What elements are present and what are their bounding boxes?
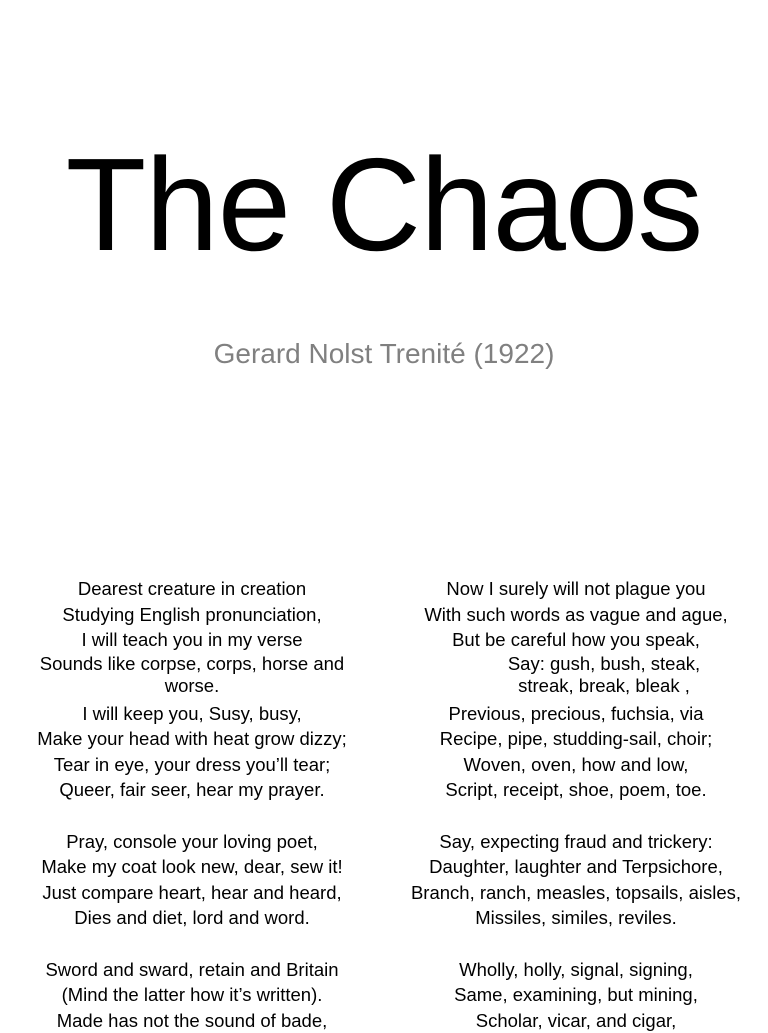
poem-line: Make your head with heat grow dizzy; <box>0 726 384 752</box>
poem-line: I will keep you, Susy, busy, <box>0 701 384 727</box>
poem-line: Script, receipt, shoe, poem, toe. <box>390 777 762 803</box>
poem-line: Daughter, laughter and Terpsichore, <box>390 854 762 880</box>
poem-line: Same, examining, but mining, <box>390 982 762 1008</box>
poem-left-column <box>0 576 384 1033</box>
stanza-gap <box>0 803 384 829</box>
poem-line: Previous, precious, fuchsia, via <box>390 701 762 727</box>
poem-right-column <box>390 576 762 1033</box>
poem-line: Studying English pronunciation, <box>0 602 384 628</box>
poem-line: Tear in eye, your dress you’ll tear; <box>0 752 384 778</box>
poem-line: Say: gush, bush, steak, streak, break, bleak , <box>423 653 729 701</box>
slide-title: The Chaos <box>0 130 768 280</box>
poem-line: Woven, oven, how and low, <box>390 752 762 778</box>
poem-line: Dearest creature in creation <box>0 576 384 602</box>
poem-line: Make my coat look new, dear, sew it! <box>0 854 384 880</box>
stanza-gap <box>390 803 762 829</box>
stanza-gap <box>390 931 762 957</box>
stanza-gap <box>0 931 384 957</box>
poem-line: Missiles, similes, reviles. <box>390 905 762 931</box>
poem-line: Branch, ranch, measles, topsails, aisles, <box>390 880 762 906</box>
poem-line: Sword and sward, retain and Britain <box>0 957 384 983</box>
poem-line: But be careful how you speak, <box>390 627 762 653</box>
poem-line: I will teach you in my verse <box>0 627 384 653</box>
poem-line: Made has not the sound of bade, <box>0 1008 384 1033</box>
poem-line: Queer, fair seer, hear my prayer. <box>0 777 384 803</box>
poem-line: Sounds like corpse, corps, horse and worse. <box>27 653 357 701</box>
poem-line: Say, expecting fraud and trickery: <box>390 829 762 855</box>
poem-line: (Mind the latter how it’s written). <box>0 982 384 1008</box>
poem-line: Wholly, holly, signal, signing, <box>390 957 762 983</box>
poem-line: With such words as vague and ague, <box>390 602 762 628</box>
poem-line: Just compare heart, hear and heard, <box>0 880 384 906</box>
slide-subtitle: Gerard Nolst Trenité (1922) <box>0 337 768 371</box>
poem-line: Dies and diet, lord and word. <box>0 905 384 931</box>
poem-line: Pray, console your loving poet, <box>0 829 384 855</box>
poem-line: Now I surely will not plague you <box>390 576 762 602</box>
poem-line: Scholar, vicar, and cigar, <box>390 1008 762 1033</box>
poem-line: Recipe, pipe, studding-sail, choir; <box>390 726 762 752</box>
